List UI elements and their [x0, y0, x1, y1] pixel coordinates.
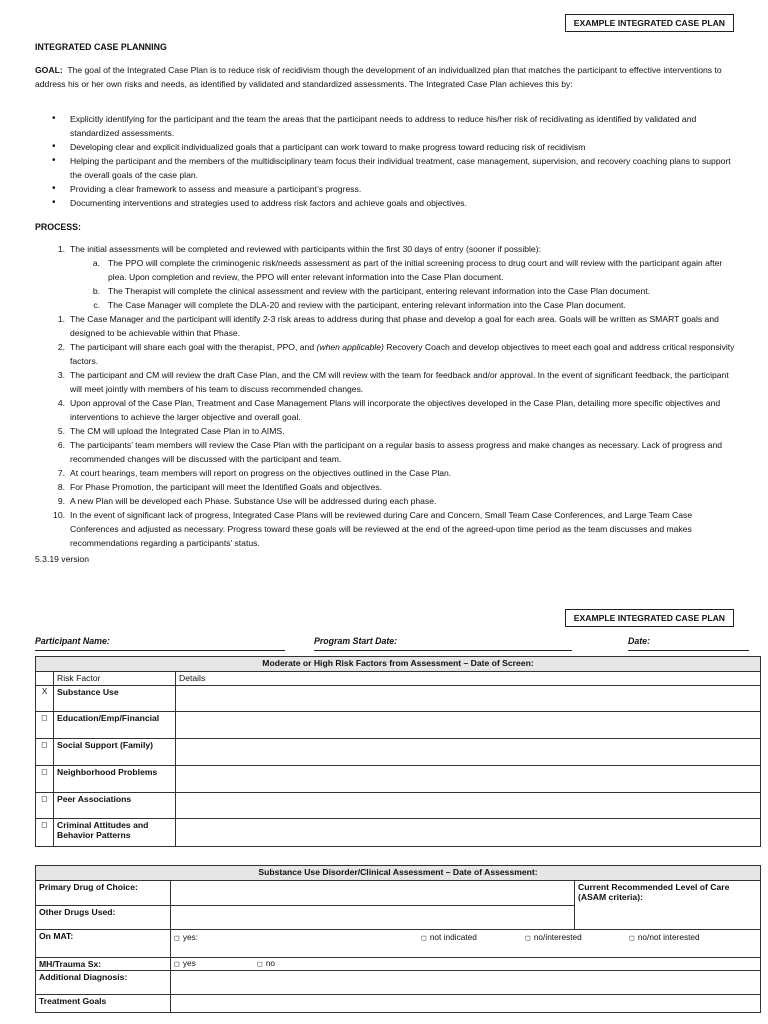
risk-checkbox[interactable]: ◻	[36, 739, 54, 766]
details-column-header: Details	[176, 672, 761, 686]
risk-checkbox[interactable]: X	[36, 686, 54, 712]
process-substep-list	[70, 256, 740, 312]
participant-name-field[interactable]	[35, 650, 285, 651]
risk-factor-label: Substance Use	[54, 686, 176, 712]
risk-factor-label: Peer Associations	[54, 793, 176, 819]
risk-checkbox[interactable]: ◻	[36, 766, 54, 793]
process-step: 8. For Phase Promotion, the participant will meet the Identified Goals and objectives.	[57, 482, 382, 492]
goal-text: The goal of the Integrated Case Plan is to reduce risk of recidivism though the development of an individualized plan that matches the participant to effective interventions to address his or her own risks and needs, as identified by validated and standardized assessments. The Integrated Case Plan achieves this by:	[35, 65, 722, 89]
risk-checkbox[interactable]: ◻	[36, 712, 54, 739]
on-mat-label: On MAT:	[36, 930, 171, 958]
bullet-item: • Documenting interventions and strategies used to address risk factors and achieve goals and objectives.	[52, 196, 740, 210]
section-title: INTEGRATED CASE PLANNING	[35, 42, 167, 52]
treatment-goals-label: Treatment Goals	[36, 995, 171, 1013]
risk-details-cell[interactable]	[176, 819, 761, 847]
process-step: 9. A new Plan will be developed each Phase. Substance Use will be addressed during each phase.	[57, 496, 437, 506]
checkbox-icon: ◻	[421, 935, 427, 942]
process-step: 7. At court hearings, team members will report on progress on the objectives outlined in the Case Plan.	[57, 468, 452, 478]
bullet-item: • Helping the participant and the members of the multidisciplinary team focus their individual treatment, case management, supervision, and recovery coaching plans to support the overall goals of the case plan.	[52, 154, 740, 182]
mat-option-no-interested[interactable]: ◻ no/interested	[525, 932, 582, 942]
risk-details-cell[interactable]	[176, 766, 761, 793]
process-step: 5. The CM will upload the Integrated Case Plan in to AIMS.	[57, 426, 285, 436]
process-step: 2. The participant will share each goal with the therapist, PPO, and (when applicable) Recovery Coach and develop objectives to meet each goal and address critical responsivity factors.	[57, 342, 735, 366]
checkbox-icon: ◻	[174, 935, 180, 942]
risk-checkbox[interactable]: ◻	[36, 819, 54, 847]
process-substep: b. The Therapist will complete the clinical assessment and review with the participant, entering relevant information into the Case Plan document.	[92, 286, 651, 296]
participant-name-label: Participant Name:	[35, 636, 110, 646]
program-start-date-field[interactable]	[314, 650, 572, 651]
risk-factor-label: Neighborhood Problems	[54, 766, 176, 793]
process-step: 1. The initial assessments will be completed and reviewed with participants within the first 30 days of entry (sooner if possible): a. The PPO will complete the criminogenic risk/needs assessment as part of the initial screening process to drug court and will review with the participant again after plea. Upon completion and review, the PPO will enter relevant information into the Case Plan document. b. The Therapist will complete the clinical assessment and review with the participant, entering relevant information into the Case Plan document. c. The Case Manager will complete the DLA-20 and review with the participant, entering relevant information into the Case Plan document.	[35, 242, 740, 312]
example-label-box-2: EXAMPLE INTEGRATED CASE PLAN	[565, 609, 734, 627]
level-of-care-label: Current Recommended Level of Care (ASAM criteria):	[575, 881, 761, 930]
risk-details-cell[interactable]	[176, 739, 761, 766]
risk-row	[36, 793, 761, 819]
process-step: 10. In the event of significant lack of progress, Integrated Case Plans will be reviewed during Care and Concern, Small Team Case Conferences, and Large Team Case Conferences and adjusted as necessary. Progress toward these goals will be reviewed at the end of the agreed-upon time period as the team discusses and makes recommendations regarding a participants’ status.	[53, 510, 693, 548]
risk-factor-label: Criminal Attitudes and Behavior Patterns	[54, 819, 176, 847]
process-title: PROCESS:	[35, 222, 81, 232]
date-label: Date:	[628, 636, 650, 646]
mat-option-no-not-interested[interactable]: ◻ no/not interested	[629, 932, 700, 942]
risk-factor-label: Education/Emp/Financial	[54, 712, 176, 739]
goal-label: GOAL:	[35, 65, 63, 75]
other-drugs-label: Other Drugs Used:	[36, 906, 171, 930]
sud-assessment-table	[35, 865, 761, 1013]
additional-diagnosis-field[interactable]	[171, 971, 761, 995]
mh-options-cell	[171, 958, 761, 971]
date-field[interactable]	[628, 650, 749, 651]
primary-drug-label: Primary Drug of Choice:	[36, 881, 171, 906]
risk-row	[36, 739, 761, 766]
mh-option-no[interactable]: ◻ no	[257, 958, 276, 968]
risk-table-title: Moderate or High Risk Factors from Assessment – Date of Screen:	[36, 657, 761, 672]
risk-factor-table	[35, 656, 761, 847]
process-list	[35, 242, 740, 550]
goal-bullet-list	[52, 112, 740, 210]
risk-factor-column-header: Risk Factor	[54, 672, 176, 686]
risk-row	[36, 712, 761, 739]
process-step-text: The initial assessments will be completed and reviewed with participants within the first 30 days of entry (sooner if possible):	[70, 244, 541, 254]
process-step: 1. The Case Manager and the participant will identify 2-3 risk areas to address during that phase and develop a goal for each area. Goals will be written as SMART goals and designed to be achievable within that Phase.	[57, 314, 719, 338]
process-step: 3. The participant and CM will review the draft Case Plan, and the CM will review with the team for feedback and/or approval. In the event of significant feedback, the participant will meet jointly with members of his team to discuss recommended changes.	[57, 370, 729, 394]
risk-details-cell[interactable]	[176, 686, 761, 712]
bullet-item: • Providing a clear framework to assess and measure a participant’s progress.	[52, 182, 740, 196]
goal-paragraph	[35, 63, 737, 91]
bullet-item: • Explicitly identifying for the participant and the team the areas that the participant needs to address to reduce his/her risk of recidivating as identified by validated and standardized assessments.	[52, 112, 740, 140]
risk-factor-label: Social Support (Family)	[54, 739, 176, 766]
other-drugs-field[interactable]	[171, 906, 575, 930]
risk-row	[36, 686, 761, 712]
risk-details-cell[interactable]	[176, 793, 761, 819]
example-label-box: EXAMPLE INTEGRATED CASE PLAN	[565, 14, 734, 32]
risk-row	[36, 819, 761, 847]
mh-option-yes[interactable]: ◻ yes	[174, 958, 196, 968]
process-substep: a. The PPO will complete the criminogenic risk/needs assessment as part of the initial screening process to drug court and will review with the participant again after plea. Upon completion and review, the PPO will enter relevant information into the Case Plan document.	[92, 258, 723, 282]
risk-checkbox[interactable]: ◻	[36, 793, 54, 819]
sud-table-title: Substance Use Disorder/Clinical Assessment – Date of Assessment:	[36, 866, 761, 881]
process-step: 4. Upon approval of the Case Plan, Treatment and Case Management Plans will incorporate the objectives developed in the Case Plan, detailing more specific objectives and interventions to achieve the larger objective and overall goal.	[57, 398, 721, 422]
participant-info-row	[35, 636, 749, 650]
mat-option-not-indicated[interactable]: ◻ not indicated	[421, 932, 477, 942]
bullet-item: • Developing clear and explicit individualized goals that a participant can work toward to make progress toward reducing risk of recidivism	[52, 140, 740, 154]
checkbox-icon: ◻	[174, 961, 180, 968]
checkbox-icon: ◻	[257, 961, 263, 968]
mh-trauma-label: MH/Trauma Sx:	[36, 958, 171, 971]
mat-options-cell	[171, 930, 761, 958]
checkbox-icon: ◻	[525, 935, 531, 942]
primary-drug-field[interactable]	[171, 881, 575, 906]
version-note: 5.3.19 version	[35, 554, 89, 564]
additional-diagnosis-label: Additional Diagnosis:	[36, 971, 171, 995]
treatment-goals-field[interactable]	[171, 995, 761, 1013]
process-step: 6. The participants’ team members will review the Case Plan with the participant on a regular basis to assess progress and make changes as necessary. Lack of progress and recommended changes will be discussed with the participant and team.	[57, 440, 723, 464]
checkbox-icon: ◻	[629, 935, 635, 942]
program-start-date-label: Program Start Date:	[314, 636, 398, 646]
process-substep: c. The Case Manager will complete the DLA-20 and review with the participant, entering relevant information into the Case Plan document.	[93, 300, 626, 310]
risk-details-cell[interactable]	[176, 712, 761, 739]
risk-row	[36, 766, 761, 793]
mat-option-yes[interactable]: ◻ yes:	[174, 932, 199, 942]
